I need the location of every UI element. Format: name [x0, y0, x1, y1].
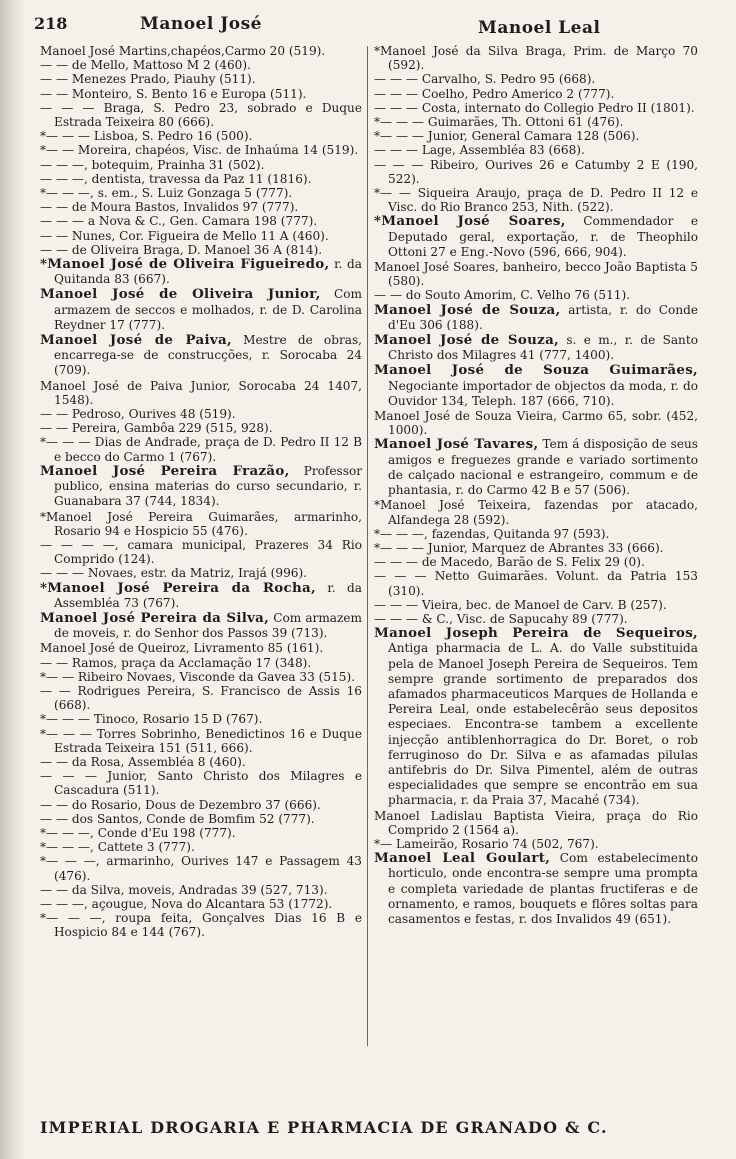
entry-details: Negociante importador de objectos da moda, r. do Ouvidor 134, Teleph. 187 (666, 710).	[388, 378, 698, 408]
directory-entry: Manoel José Soares, banheiro, becco João Baptista 5 (580).	[374, 260, 698, 289]
directory-entry: — — — a Nova & C., Gen. Camara 198 (777).	[40, 214, 318, 229]
directory-entry: — — Nunes, Cor. Figueira de Mello 11 A (460).	[40, 228, 329, 243]
directory-entry: *— — Siqueira Araujo, praça de D. Pedro II 12 e Visc. do Rio Branco 253, Nith. (522).	[374, 186, 698, 215]
entry-details: artista, r. do Conde d'Eu 306 (188).	[388, 302, 699, 332]
directory-entry: *— — — Junior, General Camara 128 (506).	[374, 129, 640, 144]
directory-entry: Manoel José Martins,chapéos,Carmo 20 (519).	[40, 44, 326, 58]
running-head-right: Manoel Leal	[478, 18, 601, 38]
directory-entry: — — —, botequim, Prainha 31 (502).	[40, 157, 265, 172]
entry-name: Manoel José de Souza,	[374, 301, 561, 318]
entry-name: Manoel Joseph Pereira de Sequeiros,	[374, 625, 698, 642]
directory-entry	[374, 333, 698, 363]
directory-entry	[40, 581, 362, 611]
entry-name: Manoel José Pereira Frazão,	[40, 462, 290, 479]
directory-entry: *— — —, s. em., S. Luiz Gonzaga 5 (777).	[40, 186, 293, 201]
entry-details: Com armazem de moveis, r. do Senhor dos Passos 39 (713).	[54, 610, 363, 641]
directory-entry: *Manoel José Teixeira, fazendas por atacado, Alfandega 28 (592).	[374, 498, 698, 527]
right-column	[374, 44, 698, 927]
directory-entry: — — — Costa, internato do Collegio Pedro II (1801).	[374, 100, 695, 115]
entry-name: Manoel José Pereira da Silva,	[40, 609, 270, 626]
directory-entry: *— — —, Cattete 3 (777).	[40, 840, 195, 855]
directory-entry: *Manoel José da Silva Braga, Prim. de Março 70 (592).	[374, 44, 698, 73]
entry-details: r. da Quitanda 83 (667).	[54, 257, 363, 287]
directory-entry: — — do Souto Amorim, C. Velho 76 (511).	[374, 288, 631, 303]
directory-entry: — — — Netto Guimarães. Volunt. da Patria 153 (310).	[374, 569, 698, 598]
directory-entry: *— — — Torres Sobrinho, Benedictinos 16 e Duque Estrada Teixeira 151 (511, 666).	[40, 726, 362, 755]
directory-entry: — — Rodrigues Pereira, S. Francisco de Assis 16 (668).	[40, 683, 362, 713]
entry-details: Tem á disposição de seus amigos e freguezes grande e variado sortimento de calçado nacional e estrangeiro, commum e de phantasia, r. do Carmo 42 B e 57 (506).	[388, 437, 698, 498]
directory-entry: *— — — Dias de Andrade, praça de D. Pedro II 12 B e becco do Carmo 1 (767).	[40, 435, 362, 464]
directory-entry	[40, 257, 362, 287]
directory-entry: *— — —, fazendas, Quitanda 97 (593).	[374, 526, 610, 541]
directory-entry: — — — Novaes, estr. da Matriz, Irajá (996).	[40, 566, 308, 581]
directory-entry: *— Lameirão, Rosario 74 (502, 767).	[374, 836, 599, 851]
entry-details: Commendador e Deputado geral, exportação, r. de Theophilo Ottoni 27 e Eng.-Novo (596, 666, 904).	[388, 214, 698, 259]
directory-entry: — — — Coelho, Pedro Americo 2 (777).	[374, 86, 615, 101]
entry-details: Antiga pharmacia de L. A. do Valle substituida pela de Manoel Joseph Pereira de Sequeiros. Tem sempre grande sortimento de preparados dos afamados pharmaceuticos Marques de Hollanda e Pereira Leal, onde estabelecêrão seus depositos especiaes. Encontra-se tambem a excellente injecção antiblenhorragica do Dr. Boret, o rob ferruginoso do Dr. Silva e as afamadas pilulas antifebris do Dr. Silva Pimentel, além de outras especialidades que sempre se encontrão em sua pharmacia, r. da Praia 37, Macahé (734).	[388, 641, 698, 808]
column-divider	[367, 46, 368, 1046]
directory-entry: — — da Rosa, Assembléa 8 (460).	[40, 754, 246, 769]
directory-entry	[374, 303, 698, 333]
entry-details: Com armazem de seccos e molhados, r. de D. Carolina Reydner 17 (777).	[54, 287, 362, 332]
entry-name: Manoel José de Oliveira Junior,	[40, 286, 321, 303]
directory-entry: — — —, dentista, travessa da Paz 11 (1816).	[40, 171, 312, 186]
directory-entry	[40, 611, 362, 641]
directory-entry	[374, 851, 698, 927]
directory-entry: — — — —, camara municipal, Prazeres 34 Rio Comprido (124).	[40, 537, 362, 567]
page-header	[0, 6, 736, 40]
directory-entry	[374, 437, 698, 498]
directory-entry: — — — Lage, Assembléa 83 (668).	[374, 143, 585, 158]
directory-entry: — — de Oliveira Braga, D. Manoel 36 A (814).	[40, 242, 323, 257]
left-column	[40, 44, 362, 940]
directory-entry	[40, 333, 362, 379]
entry-details: Com estabelecimento horticulo, onde encontra-se sempre uma prompta e completa variedade de plantas fructiferas e de ornamento, e ramos, bouquets e flôres soltas para casamentos e festas, r. dos Invalidos 49 (651).	[388, 851, 698, 926]
page-number: 218	[34, 14, 68, 33]
directory-entry: — — do Rosario, Dous de Dezembro 37 (666).	[40, 797, 321, 812]
directory-entry: — — — de Macedo, Barão de S. Felix 29 (0).	[374, 555, 645, 570]
directory-entry: Manoel José de Paiva Junior, Sorocaba 24 1407, 1548).	[40, 378, 362, 407]
directory-entry: — — — Braga, S. Pedro 23, sobrado e Duque Estrada Teixeira 80 (666).	[40, 100, 362, 130]
directory-entry	[40, 287, 362, 333]
directory-entry: — — — & C., Visc. de Sapucahy 89 (777).	[374, 611, 628, 626]
entry-name: *Manoel José Pereira da Rocha,	[40, 579, 316, 596]
entry-details: s. e m., r. de Santo Christo dos Milagres 41 (777, 1400).	[388, 333, 698, 363]
entry-name: Manoel José de Souza,	[374, 332, 560, 349]
directory-entry: — — da Silva, moveis, Andradas 39 (527, 713).	[40, 882, 328, 897]
entry-name: Manoel José de Paiva,	[40, 332, 232, 349]
directory-entry: *— — — Tinoco, Rosario 15 D (767).	[40, 712, 263, 727]
directory-entry: *— — —, roupa feita, Gonçalves Dias 16 B e Hospicio 84 e 144 (767).	[40, 911, 362, 940]
entry-name: *Manoel José Soares,	[374, 213, 566, 230]
directory-entry: — — Monteiro, S. Bento 16 e Europa (511).	[40, 86, 307, 101]
directory-entry	[374, 214, 698, 260]
directory-entry: *— — —, armarinho, Ourives 147 e Passagem 43 (476).	[40, 854, 362, 883]
entry-details: Professor publico, ensina materias do curso secundario, r. Guanabara 37 (744, 1834).	[54, 463, 363, 509]
directory-entry: *Manoel José Pereira Guimarães, armarinho, Rosario 94 e Hospicio 55 (476).	[40, 509, 362, 538]
directory-entry: — — Pedroso, Ourives 48 (519).	[40, 407, 236, 422]
directory-entry: — — —, açougue, Nova do Alcantara 53 (1772).	[40, 896, 333, 911]
directory-entry: — — de Mello, Mattoso M 2 (460).	[40, 58, 251, 73]
directory-entry: *— — — Guimarães, Th. Ottoni 61 (476).	[374, 115, 624, 130]
directory-entry: *— — Ribeiro Novaes, Visconde da Gavea 33 (515).	[40, 669, 356, 684]
directory-entry: — — — Junior, Santo Christo dos Milagres e Cascadura (511).	[40, 769, 362, 798]
directory-entry: — — — Carvalho, S. Pedro 95 (668).	[374, 72, 596, 87]
directory-entry	[374, 363, 698, 409]
directory-entry: — — de Moura Bastos, Invalidos 97 (777).	[40, 200, 299, 215]
directory-entry: Manoel José de Souza Vieira, Carmo 65, sobr. (452, 1000).	[374, 409, 698, 438]
directory-entry: — — Menezes Prado, Piauhy (511).	[40, 72, 256, 87]
directory-entry: — — — Ribeiro, Ourives 26 e Catumby 2 E (190, 522).	[374, 157, 698, 186]
directory-entry: — — dos Santos, Conde de Bomfim 52 (777).	[40, 811, 315, 826]
directory-entry: *— — — Junior, Marquez de Abrantes 33 (666).	[374, 540, 664, 555]
entry-name: Manoel Leal Goulart,	[374, 850, 551, 867]
directory-entry: Manoel José de Queiroz, Livramento 85 (161).	[40, 641, 324, 656]
directory-entry	[374, 626, 698, 808]
directory-entry: *— — —, Conde d'Eu 198 (777).	[40, 825, 236, 840]
directory-entry: *— — — Lisboa, S. Pedro 16 (500).	[40, 129, 253, 144]
entry-name: *Manoel José de Oliveira Figueiredo,	[40, 256, 330, 273]
entry-name: Manoel José Tavares,	[374, 436, 539, 453]
entry-details: Mestre de obras, encarrega-se de construcções, r. Sorocaba 24 (709).	[54, 333, 362, 378]
entry-name: Manoel José de Souza Guimarães,	[374, 362, 698, 379]
page-edge-shadow	[0, 0, 26, 1159]
running-head-left: Manoel José	[140, 14, 262, 34]
directory-entry: — — — Vieira, bec. de Manoel de Carv. B (257).	[374, 597, 667, 612]
directory-entry: *— — Moreira, chapéos, Visc. de Inhaúma 14 (519).	[40, 143, 359, 158]
entry-details: r. da Assembléa 73 (767).	[54, 580, 362, 610]
directory-entry: — — Pereira, Gambôa 229 (515, 928).	[40, 421, 273, 436]
directory-entry: — — Ramos, praça da Acclamação 17 (348).	[40, 655, 312, 670]
directory-entry: Manoel Ladislau Baptista Vieira, praça do Rio Comprido 2 (1564 a).	[374, 808, 698, 837]
directory-entry	[40, 464, 362, 510]
footer-advert: IMPERIAL DROGARIA E PHARMACIA DE GRANADO & C.	[40, 1118, 608, 1137]
